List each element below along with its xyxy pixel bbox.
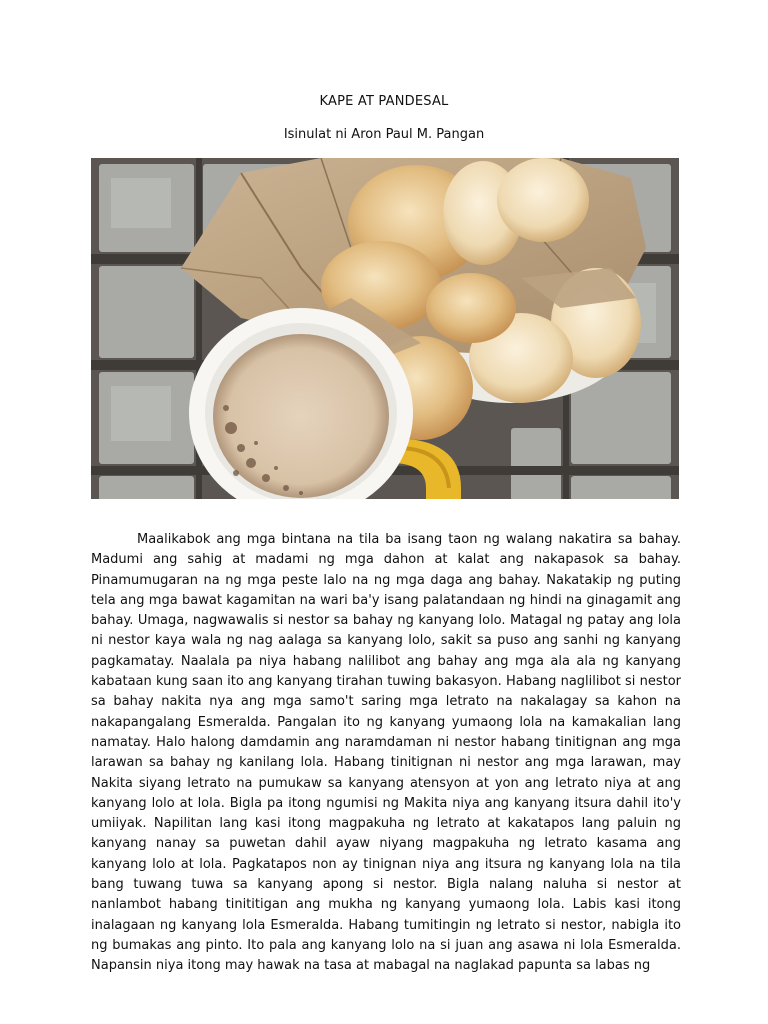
coffee-and-pandesal-photo xyxy=(91,158,679,499)
document-title: KAPE AT PANDESAL xyxy=(319,94,449,109)
story-body xyxy=(91,530,681,977)
author-line: Isinulat ni Aron Paul M. Pangan xyxy=(283,127,485,142)
story-paragraph: Maalikabok ang mga bintana na tila ba isang taon ng walang nakatira sa bahay. Madumi ang sahig at madami ng mga dahon at kalat ang nakapasok sa bahay. Pinamumugaran na ng mga peste lalo na ng mga daga ang bahay. Nakatakip ng puting tela ang mga bawat kagamitan na wari ba'y isang palatandaan ng hindi na ginagamit ang bahay. Umaga, nagwawalis si nestor sa bahay ng kanyang lolo. Matagal ng patay ang lola ni nestor kaya wala ng nag aalaga sa kanyang lolo, sakit sa puso ang sanhi ng kanyang pagkamatay. Naalala pa niya habang nalilibot ang bahay ang mga ala ala ng kanyang kabataan kung saan ito ang kanyang tirahan tuwing bakasyon. Habang naglilibot si nestor sa bahay nakita nya ang mga samo't saring mga letrato na nakalagay sa kahon na nakapangalang Esmeralda. Pangalan ito ng kanyang yumaong lola na kamakalian lang namatay. Halo halong damdamin ang naramdaman ni nestor habang tinitignan ang mga larawan sa bahay ng kanilang lola. Habang tinitignan ni nestor ang mga larawan, may Nakita siyang letrato na pumukaw sa kanyang atensyon at yon ang letrato niya at ang kanyang lolo at lola. Bigla pa itong ngumisi ng Makita niya ang kanyang itsura dahil ito'y umiiyak. Napilitan lang kasi itong magpakuha ng letrato at kakatapos lang paluin ng kanyang nanay sa puwetan dahil ayaw niyang magpakuha ng letrato kasama ang kanyang lolo at lola. Pagkatapos non ay tinignan niya ang itsura ng kanyang lola na tila bang tuwang tuwa sa kanyang apong si nestor. Bigla nalang naluha si nestor at nanlambot habang tinititigan ang mukha ng kanyang yumaong lola. Labis kasi itong inalagaan ng kanyang lola Esmeralda. Habang tumitingin ng letrato si nestor, nabigla ito ng bumakas ang pinto. Ito pala ang kanyang lolo na si juan ang asawa ni lola Esmeralda. Napansin niya itong may hawak na tasa at mabagal na naglakad papunta sa labas ng xyxy=(91,532,681,974)
